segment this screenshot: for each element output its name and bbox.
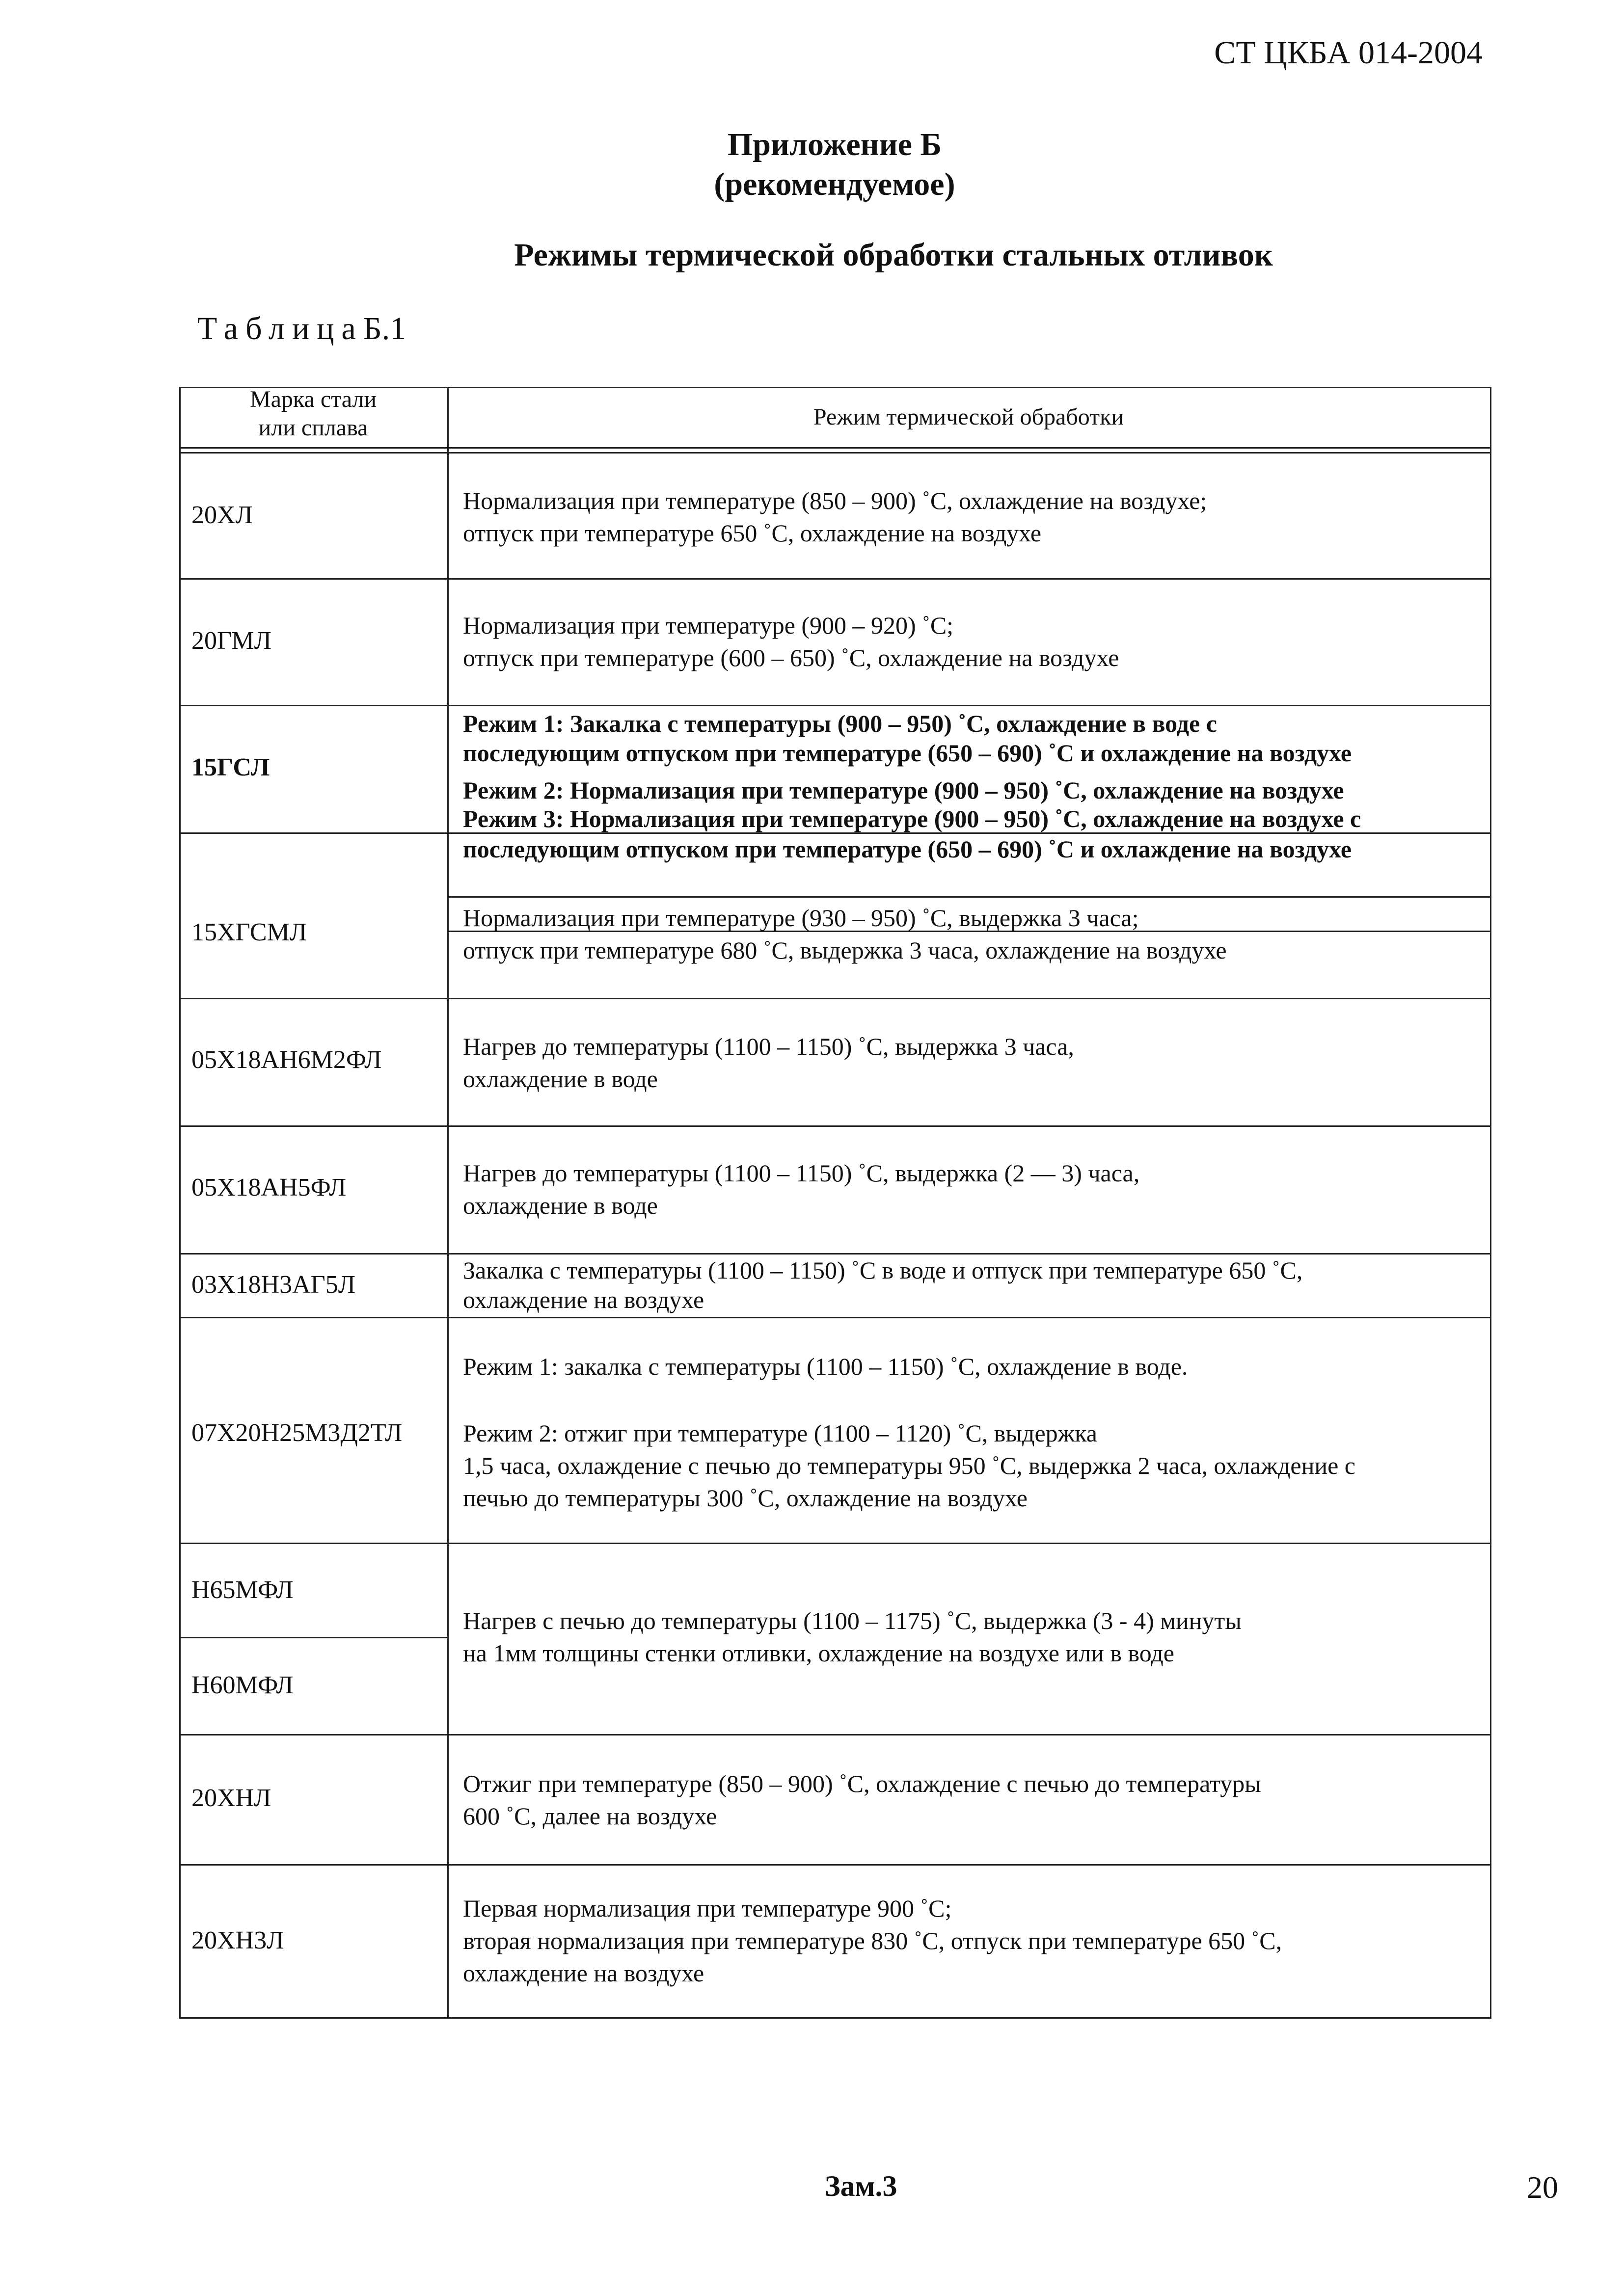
table-row-regime-line: Закалка с температуры (1100 – 1150) ˚С в воде и отпуск при температуре 650 ˚С,: [463, 1256, 1303, 1284]
table-row-regime-line: Нагрев до температуры (1100 – 1150) ˚С, выдержка (2 — 3) часа,: [463, 1159, 1140, 1187]
header-regime: Режим термической обработки: [813, 404, 1124, 430]
table-row-regime-line: охлаждение на воздухе: [463, 1959, 704, 1987]
table-row-regime-line: Нормализация при температуре (850 – 900) ˚С, охлаждение на воздухе;: [463, 487, 1207, 514]
table-row-grade: 07Х20Н25М3Д2ТЛ: [191, 1419, 403, 1447]
table-row-grade: 05Х18АН6М2ФЛ: [191, 1046, 382, 1074]
table-caption: [197, 310, 406, 347]
table-row-grade: 15ХГСМЛ: [191, 918, 307, 946]
table-row-regime-line: отпуск при температуре (600 – 650) ˚С, охлаждение на воздухе: [463, 644, 1119, 671]
table-row-regime-line: охлаждение на воздухе: [463, 1286, 704, 1313]
table-row-regime-line: Нормализация при температуре (900 – 920) ˚С;: [463, 612, 954, 639]
table-row-regime-line: Режим 1: Закалка с температуры (900 – 950) ˚С, охлаждение в воде с: [463, 710, 1217, 737]
table-row-regime-line: Режим 1: закалка с температуры (1100 – 1150) ˚С, охлаждение в воде.: [463, 1353, 1188, 1380]
table-row-regime-line: Первая нормализация при температуре 900 ˚С;: [463, 1895, 952, 1922]
appendix-subtitle: (рекомендуемое): [714, 166, 955, 202]
table-row-grade: 20ХН3Л: [191, 1926, 284, 1954]
table-row-grade: 20ХНЛ: [191, 1784, 271, 1812]
document-code: СТ ЦКБА 014-2004: [1214, 35, 1483, 71]
table-row-regime-line: Режим 3: Нормализация при температуре (900 – 950) ˚С, охлаждение на воздухе с: [463, 805, 1361, 832]
header-grade-line2: или сплава: [258, 415, 368, 441]
table-row-regime-line: отпуск при температуре 650 ˚С, охлаждение на воздухе: [463, 519, 1042, 547]
table-row-regime-line: охлаждение в воде: [463, 1065, 658, 1093]
table-row-grade: 20ХЛ: [191, 501, 253, 529]
table-row-regime-line: вторая нормализация при температуре 830 ˚С, отпуск при температуре 650 ˚С,: [463, 1927, 1282, 1954]
table-row-regime-line: 1,5 часа, охлаждение с печью до температуры 950 ˚С, выдержка 2 часа, охлаждение с: [463, 1452, 1355, 1479]
table-row-grade: Н65МФЛ: [191, 1576, 294, 1604]
table-row-regime-line: 600 ˚С, далее на воздухе: [463, 1802, 717, 1830]
heat-treatment-table: [179, 387, 1491, 2019]
section-title: Режимы термической обработки стальных отливок: [514, 237, 1273, 273]
table-caption-word: Таблица: [197, 311, 363, 347]
header-grade-line1: Марка стали: [249, 386, 377, 412]
amendment-mark: Зам.3: [825, 2170, 897, 2202]
table-row-regime-line: последующим отпуском при температуре (650 – 690) ˚С и охлаждение на воздухе: [463, 739, 1352, 767]
table-row-regime-line: Нагрев до температуры (1100 – 1150) ˚С, выдержка 3 часа,: [463, 1033, 1074, 1060]
table-row-regime-line: охлаждение в воде: [463, 1192, 658, 1219]
table-row-grade: 20ГМЛ: [191, 627, 271, 655]
table-row-regime-line: Отжиг при температуре (850 – 900) ˚С, охлаждение с печью до температуры: [463, 1770, 1261, 1797]
table-row-regime-line: отпуск при температуре 680 ˚С, выдержка 3 часа, охлаждение на воздухе: [463, 936, 1227, 964]
table-row-grade: Н60МФЛ: [191, 1671, 294, 1699]
table-row-regime-line: Нагрев с печью до температуры (1100 – 1175) ˚С, выдержка (3 - 4) минуты: [463, 1607, 1242, 1634]
table-row-grade: 05Х18АН5ФЛ: [191, 1174, 347, 1201]
table-row-regime-line: на 1мм толщины стенки отливки, охлаждение на воздухе или в воде: [463, 1639, 1174, 1667]
page-number: 20: [1527, 2170, 1558, 2205]
table-row-regime-line: последующим отпуском при температуре (650 – 690) ˚С и охлаждение на воздухе: [463, 835, 1352, 863]
table-row-regime-line: Режим 2: Нормализация при температуре (900 – 950) ˚С, охлаждение на воздухе: [463, 776, 1344, 804]
table-row-regime-line: Нормализация при температуре (930 – 950) ˚С, выдержка 3 часа;: [463, 904, 1139, 932]
appendix-title: Приложение Б: [727, 127, 942, 162]
table-row-regime-line: печью до температуры 300 ˚С, охлаждение на воздухе: [463, 1484, 1028, 1512]
table-caption-number: Б.1: [363, 311, 406, 347]
table-row-grade: 03Х18Н3АГ5Л: [191, 1271, 355, 1299]
table-row-regime-line: Режим 2: отжиг при температуре (1100 – 1120) ˚С, выдержка: [463, 1419, 1097, 1447]
table-row-grade: 15ГСЛ: [191, 753, 270, 781]
